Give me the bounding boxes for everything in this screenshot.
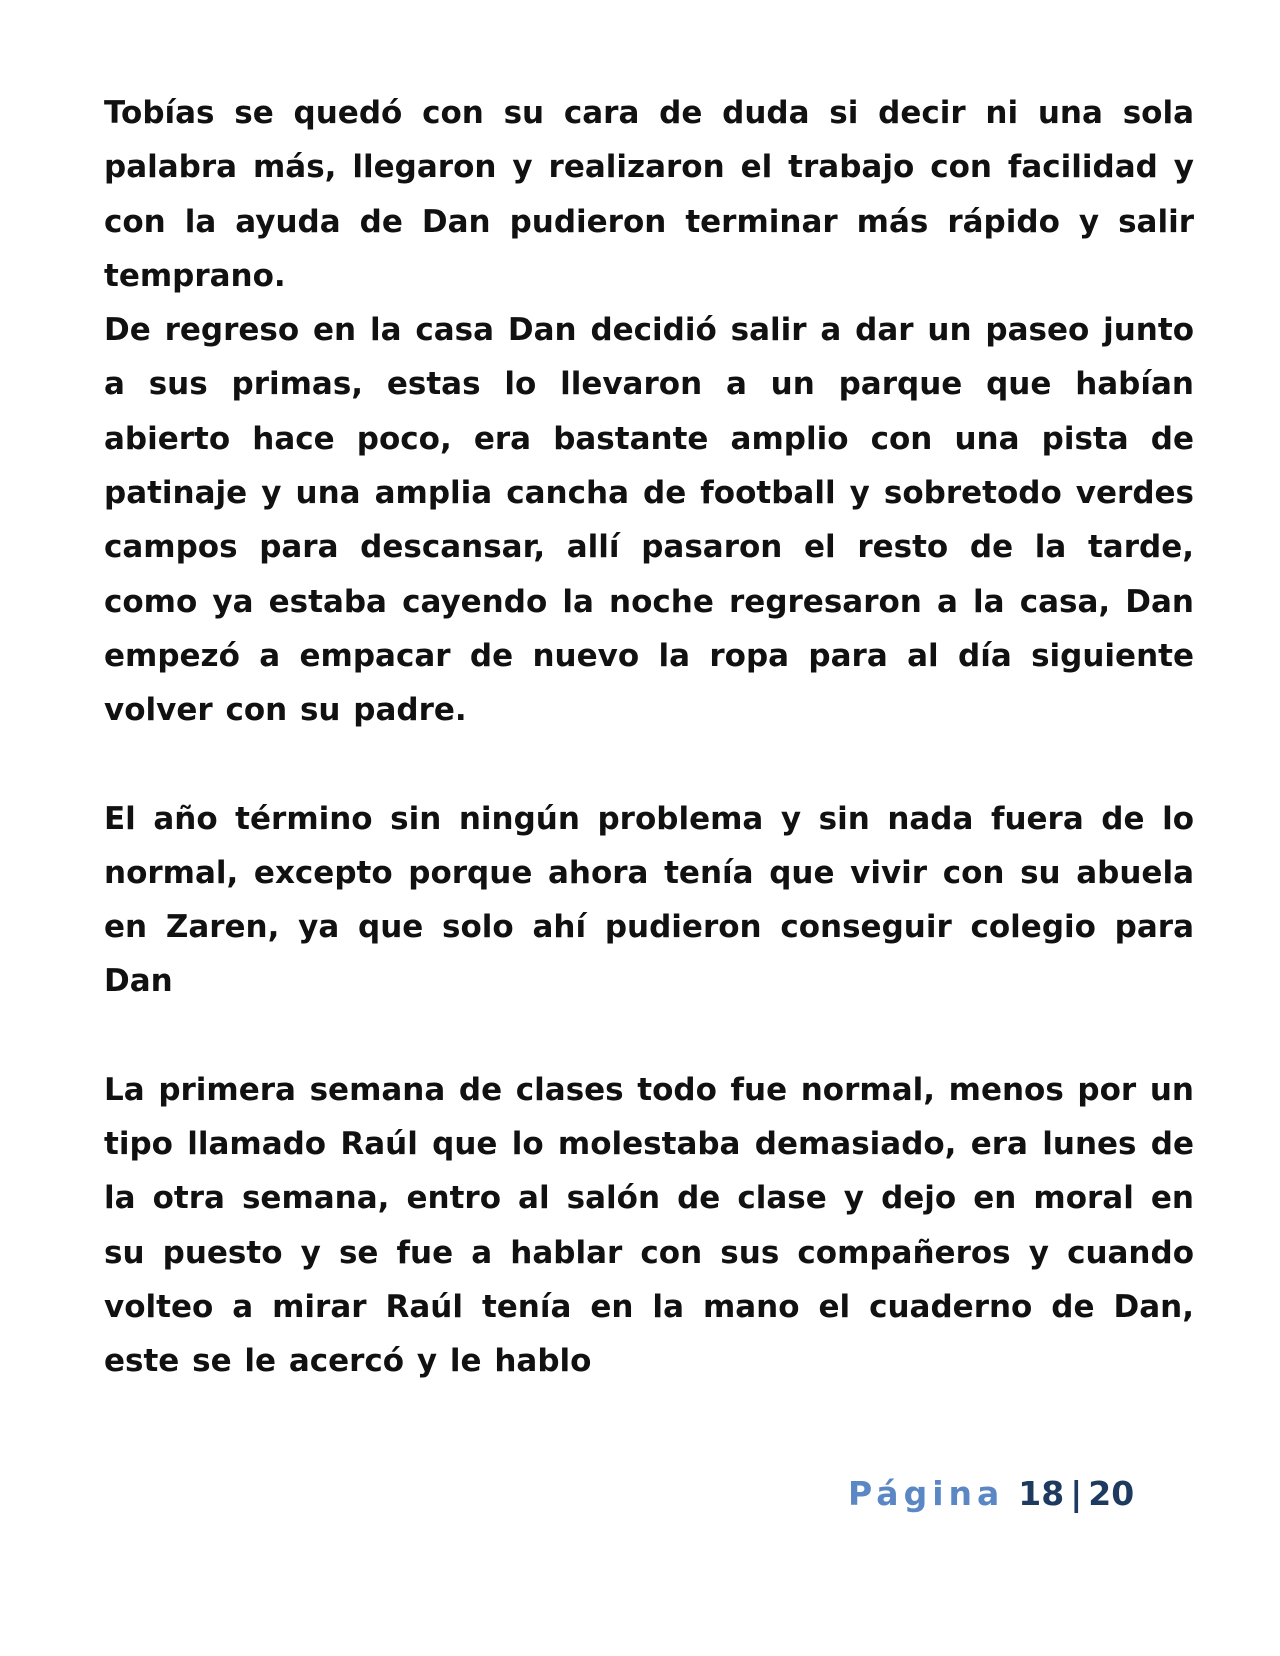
- current-page-number: 18: [1018, 1474, 1065, 1513]
- page-separator: |: [1070, 1474, 1083, 1513]
- paragraph-spacer: [104, 738, 1194, 792]
- paragraph-2: De regreso en la casa Dan decidió salir a dar un paseo junto a sus primas, estas lo llevaron a un parque que habían abierto hace poco, era bastante amplio con una pista de patinaje y una amplia cancha de football y sobretodo verdes campos para descansar, allí pasaron el resto de la tarde, como ya estaba cayendo la noche regresaron a la casa, Dan empezó a empacar de nuevo la ropa para al día siguiente volver con su padre.: [104, 312, 1194, 729]
- paragraph-1: Tobías se quedó con su cara de duda si decir ni una sola palabra más, llegaron y realizaron el trabajo con facilidad y con la ayuda de Dan pudieron terminar más rápido y salir temprano.: [104, 95, 1194, 294]
- total-pages-number: 20: [1088, 1474, 1135, 1513]
- page-label: Página: [848, 1474, 1005, 1513]
- page-footer: [848, 1474, 1134, 1513]
- page-body: [104, 86, 1194, 1389]
- paragraph-spacer: [104, 1009, 1194, 1063]
- paragraph-4: La primera semana de clases todo fue normal, menos por un tipo llamado Raúl que lo molestaba demasiado, era lunes de la otra semana, entro al salón de clase y dejo en moral en su puesto y se fue a hablar con sus compañeros y cuando volteo a mirar Raúl tenía en la mano el cuaderno de Dan, este se le acercó y le hablo: [104, 1071, 1194, 1380]
- paragraph-3: El año término sin ningún problema y sin nada fuera de lo normal, excepto porque ahora tenía que vivir con su abuela en Zaren, ya que solo ahí pudieron conseguir colegio para Dan: [104, 800, 1194, 1000]
